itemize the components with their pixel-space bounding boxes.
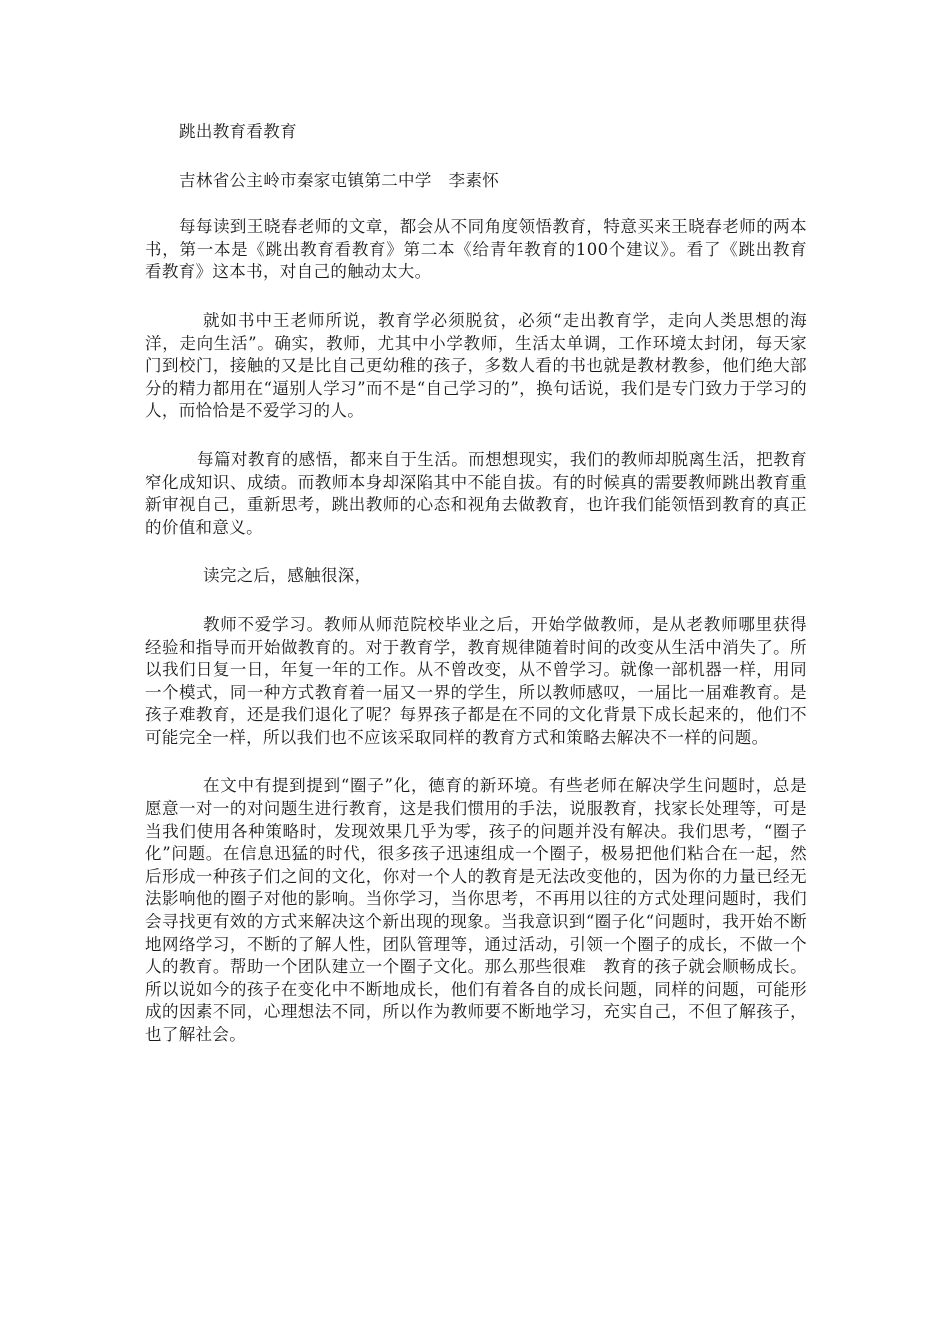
paragraph: 读完之后，感触很深， [203,566,372,586]
paragraph: 在文中有提到提到“圈子”化，德育的新环境。有些老师在解决学生问题时，总是愿意一对一的对问题生进行教育，这是我们惯用的手法，说服教育，找家长处理等，可是当我们使用各种策略时，发现效果几乎为零，孩子的问题并没有解决。我们思考，“圈子化”问题。在信息迅猛的时代，很多孩子迅速组成一个圈子，极易把他们粘合在一起，然后形成一种孩子们之间的文化，你对一个人的教育是无法改变他的，因为你的力量已经无法影响他的圈子对他的影响。当你学习，当你思考，不再用以往的方式处理问题时，我们会寻找更有效的方式来解决这个新出现的现象。当我意识到“圈子化“问题时，我开始不断地网络学习，不断的了解人性，团队管理等，通过活动，引领一个圈子的成长，不做一个人的教育。帮助一个团队建立一个圈子文化。那么那些很难 教育的孩子就会顺畅成长。所以说如今的孩子在变化中不断地成长，他们有着各自的成长问题，同样的问题，可能形成的因素不同，心理想法不同，所以作为教师要不断地学习，充实自己，不但了解孩子，也了解社会。 [145,776,807,1044]
paragraph: 就如书中王老师所说，教育学必须脱贫，必须“走出教育学，走向人类思想的海洋，走向生活”。确实，教师，尤其中小学教师，生活太单调，工作环境太封闭，每天家门到校门，接触的又是比自己更幼稚的孩子，多数人看的书也就是教材教参，他们绝大部分的精力都用在“逼别人学习”而不是“自己学习的”，换句话说，我们是专门致力于学习的人，而恰恰是不爱学习的人。 [145,310,807,421]
author-line: 吉林省公主岭市秦家屯镇第二中学 李素怀 [179,170,500,190]
paragraph: 每篇对教育的感悟，都来自于生活。而想想现实，我们的教师却脱离生活，把教育窄化成知识、成绩。而教师本身却深陷其中不能自拔。有的时候真的需要教师跳出教育重新审视自己，重新思考，跳出教师的心态和视角去做教育，也许我们能领悟到教育的真正的价值和意义。 [145,449,807,537]
document-title: 跳出教育看教育 [179,122,297,141]
paragraph: 教师不爱学习。教师从师范院校毕业之后，开始学做教师，是从老教师哪里获得经验和指导而开始做教育的。对于教育学，教育规律随着时间的改变从生活中消失了。所以我们日复一日，年复一年的工作。从不曾改变，从不曾学习。就像一部机器一样，用同一个模式，同一种方式教育着一届又一界的学生，所以教师感叹，一届比一届难教育。是孩子难教育，还是我们退化了呢？每界孩子都是在不同的文化背景下成长起来的，他们不可能完全一样，所以我们也不应该采取同样的教育方式和策略去解决不一样的问题。 [145,614,807,747]
paragraph: 每每读到王晓春老师的文章，都会从不同角度领悟教育，特意买来王晓春老师的两本书，第一本是《跳出教育看教育》第二本《给青年教育的100个建议》。看了《跳出教育看教育》这本书，对自己的触动太大。 [145,217,807,282]
document-body [145,121,807,1047]
